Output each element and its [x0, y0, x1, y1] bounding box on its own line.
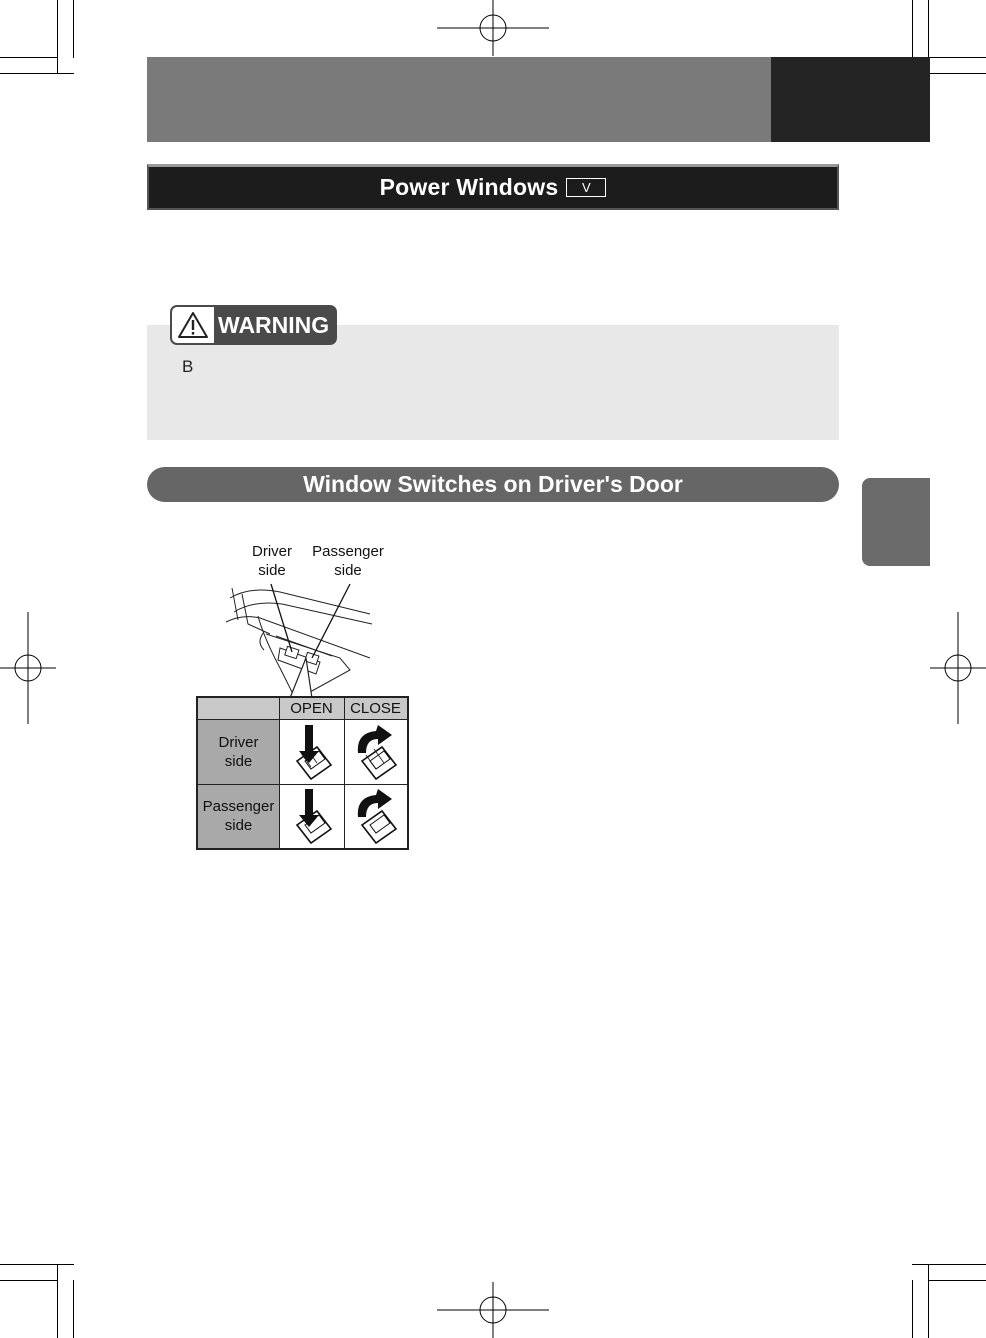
table-row-label [198, 719, 279, 784]
callout-driver-line2: side [258, 562, 286, 579]
callout-passenger-side [306, 542, 390, 580]
section-heading-bar [147, 467, 839, 502]
row-passenger-line1: Passenger [202, 798, 275, 815]
page-title-bar [147, 164, 839, 210]
table-header-open: OPEN [279, 698, 344, 719]
chapter-side-tab [862, 478, 930, 566]
warning-body-text: B [182, 357, 194, 376]
switch-operation-table [196, 696, 409, 850]
warning-label-text: WARNING [218, 311, 330, 338]
page-title: Power Windows [379, 174, 559, 200]
title-badge: V [566, 178, 606, 197]
switch-press-down-icon [289, 787, 335, 845]
table-header-close: CLOSE [344, 698, 407, 719]
callout-passenger-line1: Passenger [312, 543, 384, 560]
header-band [147, 57, 771, 142]
switch-pull-up-icon [352, 723, 400, 781]
callout-passenger-line2: side [334, 562, 362, 579]
callout-driver-line1: Driver [252, 543, 292, 560]
switch-press-down-icon [289, 723, 335, 781]
warning-triangle-icon [172, 307, 214, 343]
row-driver-line2: side [224, 752, 253, 770]
door-switch-illustration [220, 578, 390, 700]
row-passenger-line2: side [224, 817, 253, 834]
header-chapter-block [771, 57, 930, 142]
switch-pull-up-icon [352, 787, 400, 845]
table-row-label [198, 784, 279, 848]
section-heading: Window Switches on Driver's Door [303, 471, 683, 497]
warning-label [170, 305, 337, 345]
callout-driver-side [242, 542, 302, 580]
table-corner-cell [198, 698, 279, 719]
row-driver-line1: Driver [218, 733, 259, 751]
